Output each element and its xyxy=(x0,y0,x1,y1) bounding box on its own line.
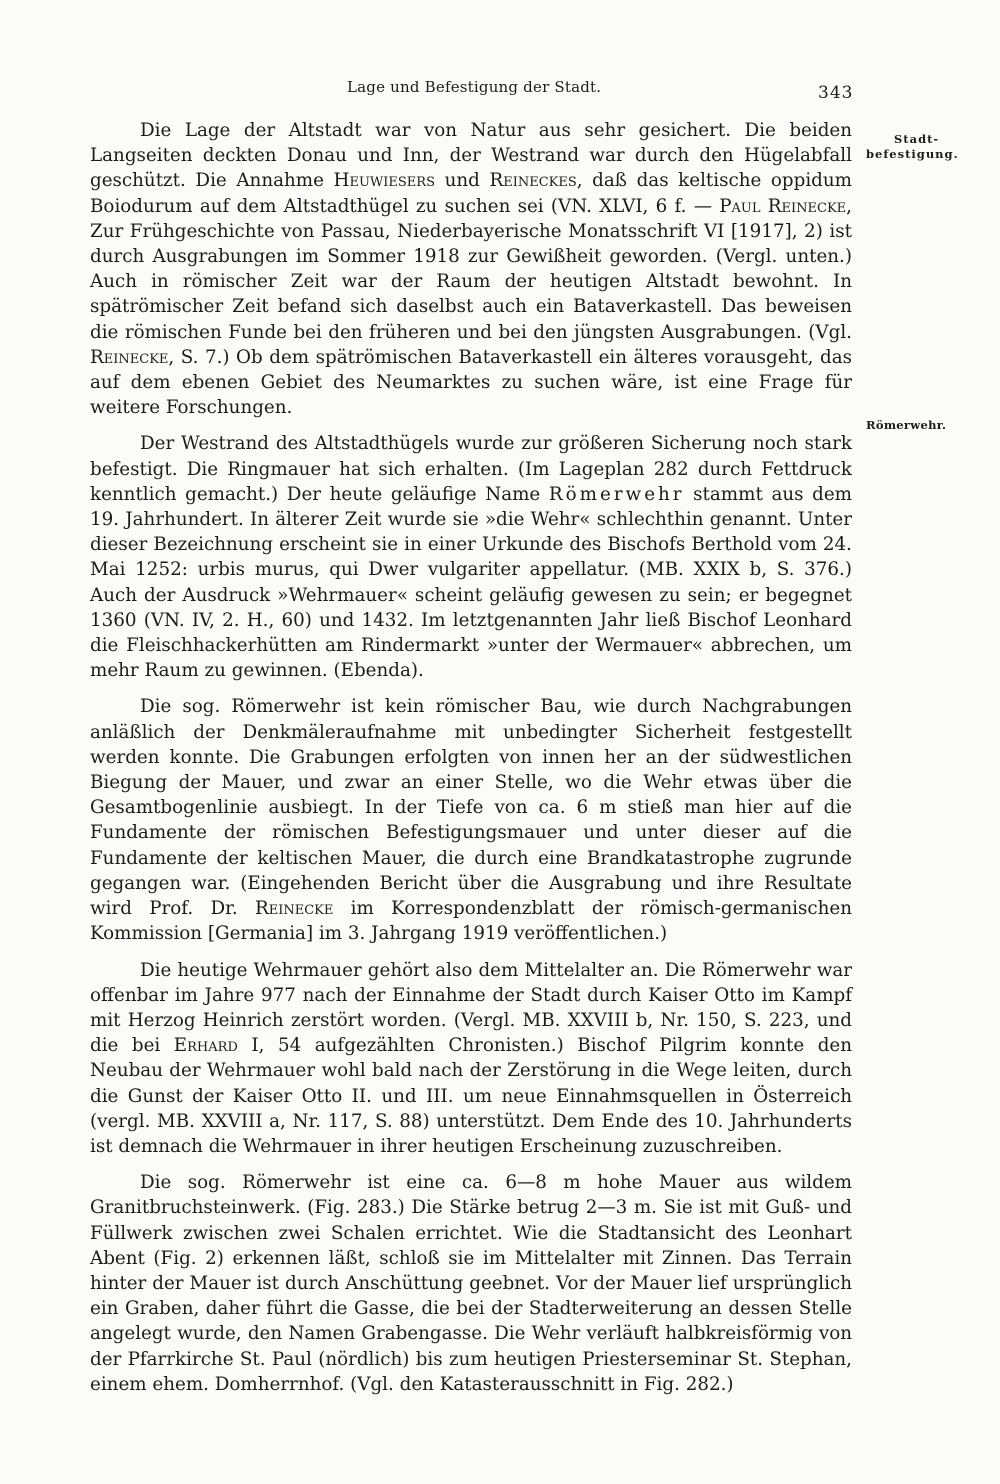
paragraph-5 xyxy=(90,1170,852,1397)
text-run: I, 54 aufgezählten Chronisten.) Bischof Pilgrim konnte den Neubau der Wehrmauer wohl bald nach der Zerstörung in die Wege leiten, durch die Gunst der Kaiser Otto II. und III. um neue Einnahmsquellen in Österreich (vergl. MB. XXVIII a, Nr. 117, S. 88) unterstützt. Dem Ende des 10. Jahrhunderts ist demnach die Wehrmauer in ihrer heutigen Erscheinung zuzuschreiben. xyxy=(90,1035,852,1157)
margin-note-stadtbefestigung xyxy=(866,132,976,162)
author-name: Heuwiesers xyxy=(333,170,435,192)
body-text xyxy=(90,118,852,1408)
emphasized-term: Römerwehr xyxy=(548,483,685,505)
text-run: Die Lage der Altstadt war von Natur aus sehr gesichert. Die beiden Langseiten deckten Donau und Inn, der Westrand war durch den Hügelabfall geschützt. Die Annahme xyxy=(90,120,852,192)
author-name: Erhard xyxy=(173,1035,238,1057)
paragraph-4 xyxy=(90,958,852,1160)
author-name: Reinecke xyxy=(90,346,169,368)
text-run: stammt aus dem 19. Jahrhundert. In älterer Zeit wurde sie »die Wehr« schlechthin genannt. Unter dieser Bezeichnung erscheint sie in einer Urkunde des Bischofs Berthold vom 24. Mai 1252: urbis murus, qui Dwer vulgariter appellatur. (MB. XXIX b, S. 376.) Auch der Ausdruck »Wehrmauer« scheint geläufig gewesen zu sein; er begegnet 1360 (VN. IV, 2. H., 60) und 1432. Im letztgenannten Jahr ließ Bischof Leonhard die Fleischhackerhütten am Rindermarkt »unter der Wermauer« abbrechen, um mehr Raum zu gewinnen. (Ebenda). xyxy=(90,483,852,682)
paragraph-2 xyxy=(90,431,852,683)
text-run: und xyxy=(435,170,490,192)
text-run: Die heutige Wehrmauer gehört also dem Mittelalter an. Die Römerwehr war offenbar im Jahre 977 nach der Einnahme der Stadt durch Kaiser Otto im Kampf mit Herzog Heinrich zerstört worden. (Vergl. MB. XXVIII b, Nr. 150, S. 223, und die bei xyxy=(90,959,852,1057)
paragraph-3 xyxy=(90,694,852,946)
author-name: Reineckes xyxy=(489,170,577,192)
margin-note-roemerwehr: Römerwehr. xyxy=(866,418,947,432)
text-run: , S. 7.) Ob dem spätrömischen Bataverkastell ein älteres vorausgeht, das auf dem ebenen Gebiet des Neumarktes zu suchen wäre, ist eine Frage für weitere Forschungen. xyxy=(90,346,852,419)
page-number: 343 xyxy=(818,83,854,103)
margin-note-line: befestigung. xyxy=(866,147,959,161)
margin-note-line: Stadt- xyxy=(894,132,940,146)
text-run: Der Westrand des Altstadthügels wurde zur größeren Sicherung noch stark befestigt. Die Ringmauer hat sich erhalten. (Im Lageplan 282 durch Fettdruck kenntlich gemacht.) Der heute geläufige Name xyxy=(90,433,852,505)
text-run: im Korrespondenzblatt der römisch-germanischen Kommission [Germania] im 3. Jahrgang 1919 veröffentlichen.) xyxy=(90,898,852,945)
running-head: Lage und Befestigung der Stadt. xyxy=(347,78,602,96)
author-name: Paul Reinecke xyxy=(719,195,847,217)
paragraph-1 xyxy=(90,118,852,420)
text-run: Die sog. Römerwehr ist kein römischer Bau, wie durch Nachgrabungen anläßlich der Denkmäleraufnahme mit unbedingter Sicherheit festgestellt werden konnte. Die Grabungen erfolgten von innen her an der südwestlichen Biegung der Mauer, und zwar an einer Stelle, wo die Wehr etwas über die Gesamtbogenlinie ausbiegt. In der Tiefe von ca. 6 m stieß man hier auf die Fundamente der römischen Befestigungsmauer und unter dieser auf die Fundamente der keltischen Mauer, die durch eine Brandkatastrophe zugrunde gegangen war. (Eingehenden Bericht über die Ausgrabung und ihre Resultate wird Prof. Dr. xyxy=(90,696,852,920)
text-run: , daß das keltische oppidum Boiodurum auf dem Altstadthügel zu suchen sei (VN. XLVI, 6 f. — xyxy=(90,170,852,217)
text-run: , Zur Frühgeschichte von Passau, Niederbayerische Monatsschrift VI [1917], 2) ist durch Ausgrabungen im Sommer 1918 zur Gewißheit geworden. (Vergl. unten.) Auch in römischer Zeit war der Raum der heutigen Altstadt bewohnt. In spätrömischer Zeit befand sich daselbst auch ein Bataverkastell. Das beweisen die römischen Funde bei den früheren und bei den jüngsten Ausgrabungen. (Vgl. xyxy=(90,195,852,343)
author-name: Reinecke xyxy=(254,898,334,920)
text-run: Die sog. Römerwehr ist eine ca. 6—8 m hohe Mauer aus wildem Granitbruchsteinwerk. (Fig. 283.) Die Stärke betrug 2—3 m. Sie ist mit Guß- und Füllwerk zwischen zwei Schalen errichtet. Wie die Stadtansicht des Leonhart Abent (Fig. 2) erkennen läßt, schloß sie im Mittelalter mit Zinnen. Das Terrain hinter der Mauer ist durch Anschüttung geebnet. Vor der Mauer lief ursprünglich ein Graben, daher führt die Gasse, die bei der Stadterweiterung an dessen Stelle angelegt wurde, den Namen Grabengasse. Die Wehr verläuft halbkreisförmig von der Pfarrkirche St. Paul (nördlich) bis zum heutigen Priesterseminar St. Stephan, einem ehem. Domherrnhof. (Vgl. den Katasterausschnitt in Fig. 282.) xyxy=(90,1172,852,1395)
